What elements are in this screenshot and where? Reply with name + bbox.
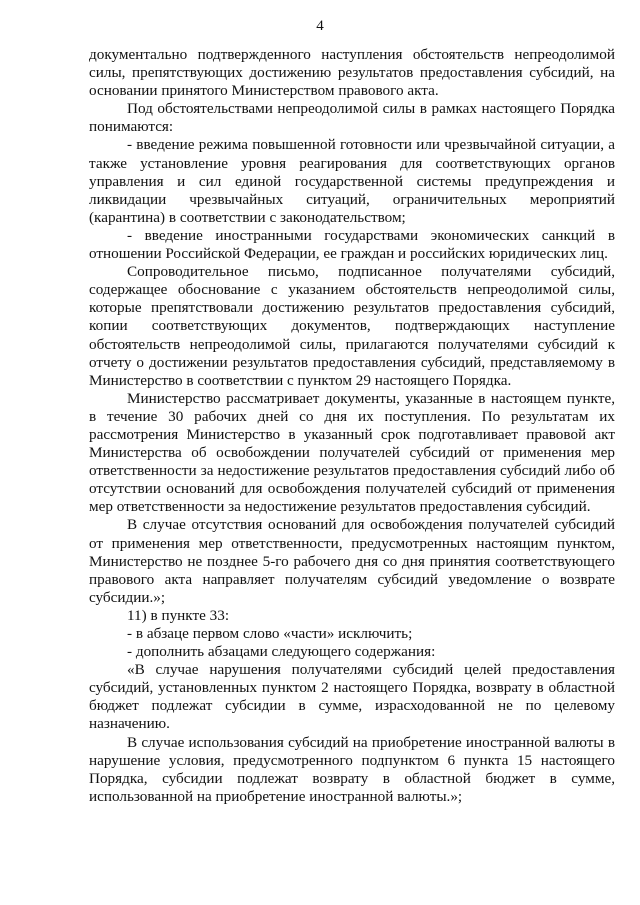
paragraph-2: Под обстоятельствами непреодолимой силы в рамках настоящего Порядка понимаются: xyxy=(89,100,615,136)
paragraph-7: В случае отсутствия оснований для освобождения получателей субсидий от применения мер ответственности, предусмотренных настоящим пунктом, Министерство не позднее 5-го рабочего дня со дня принятия соответствующего правового акта направляет получателям субсидий уведомление о возврате субсидии.»; xyxy=(89,516,615,606)
paragraph-4: - введение иностранными государствами экономических санкций в отношении Российской Федерации, ее граждан и российских юридических лиц. xyxy=(89,226,615,263)
paragraph-5: Сопроводительное письмо, подписанное получателями субсидий, содержащее обоснование с указанием обстоятельств непреодолимой силы, которые препятствовали достижению результатов предоставления субсидий, копии соответствующих документов, подтверждающих наступление обстоятельств непреодолимой силы, прилагаются получателями субсидий к отчету о достижении результатов предоставления субсидий, представляемому в Министерство в соответствии с пунктом 29 настоящего Порядка. xyxy=(89,263,615,389)
paragraph-12: В случае использования субсидий на приобретение иностранной валюты в нарушение условия, предусмотренного подпунктом 6 пункта 15 настоящего Порядка, субсидии подлежат возврату в областной бюджет в сумме, использованной на приобретение иностранной валюты.»; xyxy=(89,733,615,805)
document-body xyxy=(89,46,615,806)
paragraph-1: документально подтвержденного наступления обстоятельств непреодолимой силы, препятствующих достижению результатов предоставления субсидий, на основании принятого Министерством правового акта. xyxy=(89,46,615,100)
paragraph-9: - в абзаце первом слово «части» исключить; xyxy=(127,625,413,642)
paragraph-8: 11) в пункте 33: xyxy=(127,606,230,624)
paragraph-6: Министерство рассматривает документы, указанные в настоящем пункте, в течение 30 рабочих дней со дня их поступления. По результатам их рассмотрения Министерство в указанный срок подготавливает правовой акт Министерства об освобождении получателей субсидий от применения мер ответственности за недостижение результатов предоставления субсидий либо об отсутствии оснований для освобождения получателей субсидий от применения мер ответственности за недостижение результатов предоставления субсидий. xyxy=(89,389,615,516)
page-number: 4 xyxy=(316,18,324,34)
paragraph-10: - дополнить абзацами следующего содержания: xyxy=(127,643,436,661)
paragraph-3: - введение режима повышенной готовности или чрезвычайной ситуации, а также установление уровня реагирования для соответствующих органов управления и сил единой государственной системы предупреждения и ликвидации чрезвычайных ситуаций, ограничительных мероприятий (карантина) в соответствии с законодательством; xyxy=(89,136,615,226)
paragraph-11: «В случае нарушения получателями субсидий целей предоставления субсидий, установленных пунктом 2 настоящего Порядка, возврату в областной бюджет подлежат субсидии в сумме, израсходованной не по целевому назначению. xyxy=(89,661,615,733)
